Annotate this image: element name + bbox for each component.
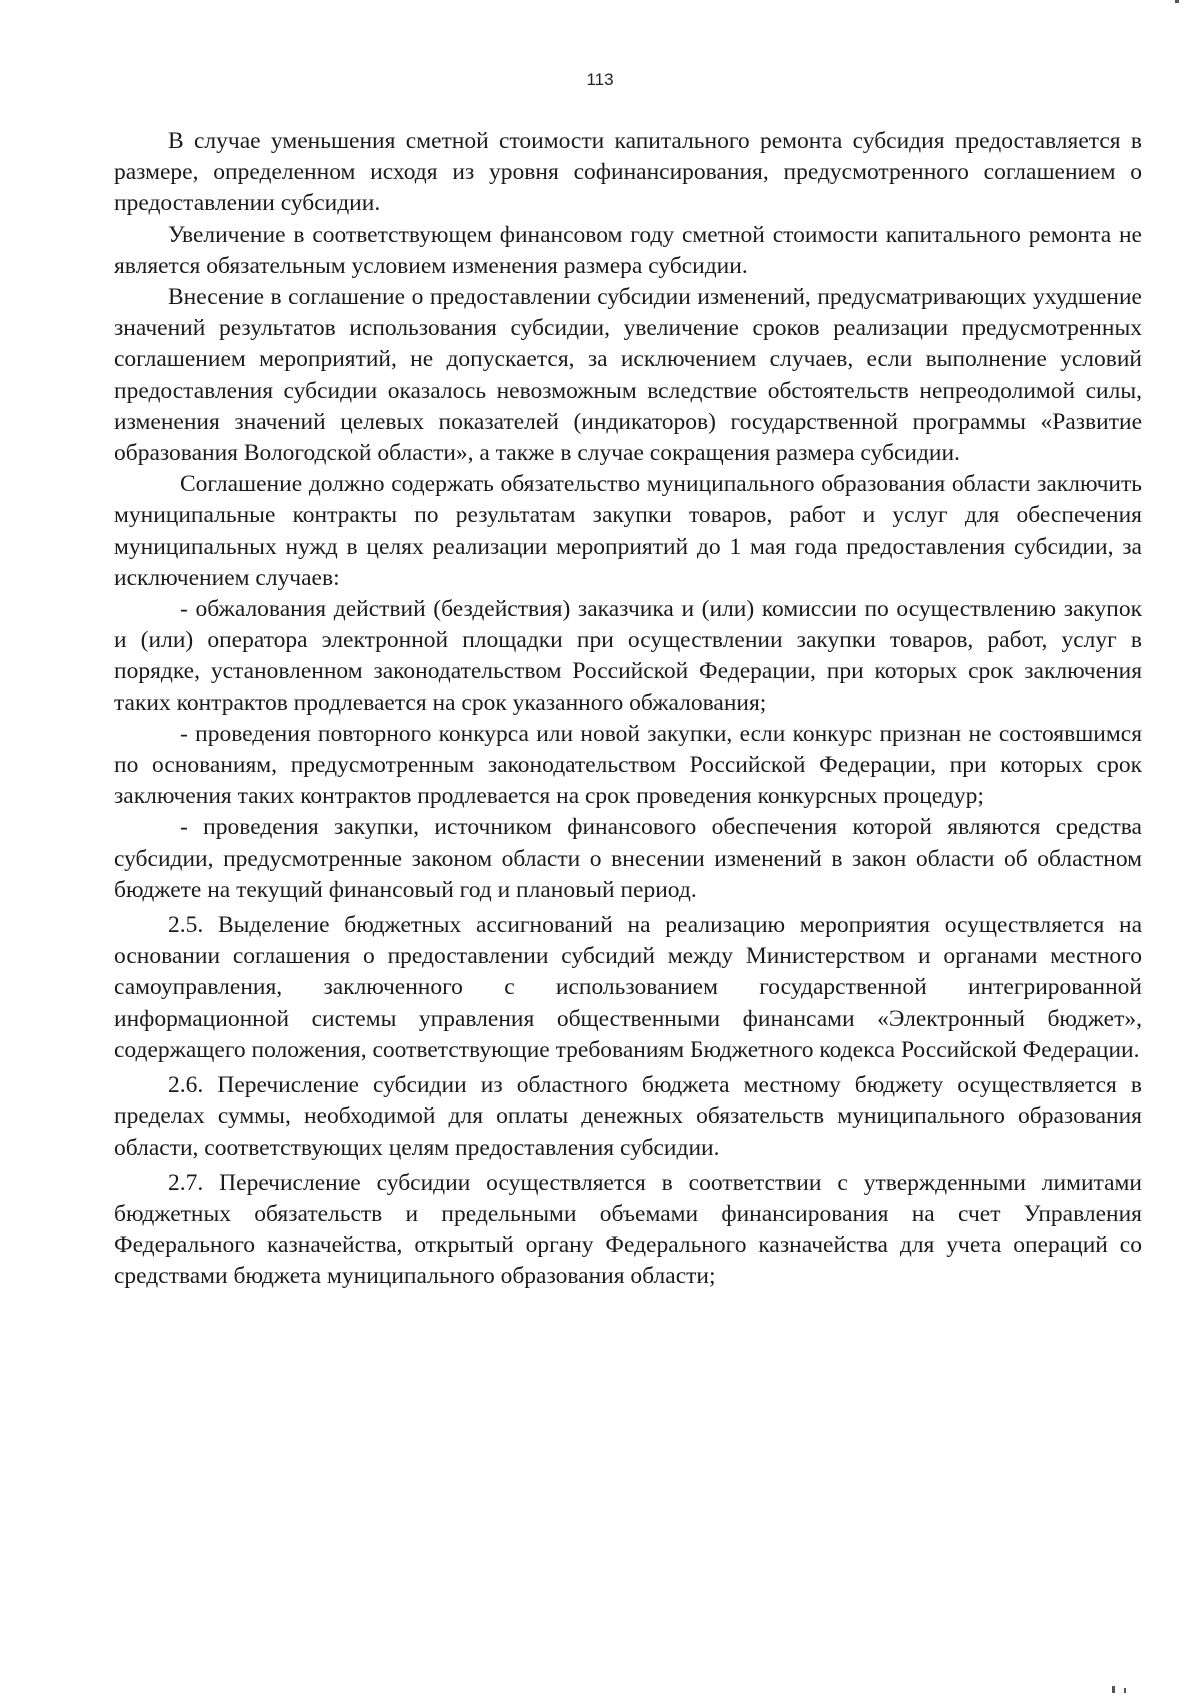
scan-artifact-bottom-right [1112, 1686, 1115, 1693]
list-item-repeat-tender: - проведения повторного конкурса или новой закупки, если конкурс признан не состоявшимся по основаниям, предусмотренным законодательством Российской Федерации, при которых срок заключения таких контрактов продлевается на срок проведения конкурсных процедур; [114, 720, 1142, 810]
section-2-6: 2.6. Перечисление субсидии из областного бюджета местному бюджету осуществляется в пределах суммы, необходимой для оплаты денежных обязательств муниципального образования области, соответствующих целям предоставления субсидии. [114, 1072, 1142, 1161]
scan-artifact-bottom-right-2 [1124, 1688, 1126, 1693]
list-item-procurement: - проведения закупки, источником финансового обеспечения которой являются средства субсидии, предусмотренные законом области о внесении изменений в закон области об областном бюджете на текущий финансовый год и плановый период. [114, 814, 1142, 903]
paragraph-agreement-obligation: Соглашение должно содержать обязательство муниципального образования области заключить муниципальные контракты по результатам закупки товаров, работ и услуг для обеспечения муниципальных нужд в целях реализации мероприятий до 1 мая года предоставления субсидии, за исключением случаев: [114, 471, 1142, 591]
section-2-7: 2.7. Перечисление субсидии осуществляется в соответствии с утвержденными лимитами бюджетных обязательств и предельными объемами финансирования на счет Управления Федерального казначейства, открытый органу Федерального казначейства для учета операций со средствами бюджета муниципального образования области; [114, 1169, 1142, 1290]
paragraph-estimate-reduction: В случае уменьшения сметной стоимости капитального ремонта субсидия предоставляется в размере, определенном исходя из уровня софинансирования, предусмотренного соглашением о предоставлении субсидии. [114, 128, 1142, 217]
list-item-appeal: - обжалования действий (бездействия) заказчика и (или) комиссии по осуществлению закупок и (или) оператора электронной площадки при осуществлении закупки товаров, работ, услуг в порядке, установленном законодательством Российской Федерации, при которых срок заключения таких контрактов продлевается на срок указанного обжалования; [114, 596, 1142, 716]
scan-artifact-top-right [1175, 0, 1179, 3]
paragraph-estimate-increase: Увеличение в соответствующем финансовом году сметной стоимости капитального ремонта не является обязательным условием изменения размера субсидии. [114, 221, 1142, 279]
section-2-5: 2.5. Выделение бюджетных ассигнований на реализацию мероприятия осуществляется на основании соглашения о предоставлении субсидий между Министерством и органами местного самоуправления, заключенного с использованием государственной интегрированной информационной системы управления общественными финансами «Электронный бюджет», содержащего положения, соответствующие требованиям Бюджетного кодекса Российской Федерации. [114, 912, 1142, 1063]
paragraph-agreement-changes: Внесение в соглашение о предоставлении субсидии изменений, предусматривающих ухудшение значений результатов использования субсидии, увеличение сроков реализации предусмотренных соглашением мероприятий, не допускается, за исключением случаев, если выполнение условий предоставления субсидии оказалось невозможным вследствие обстоятельств непреодолимой силы, изменения значений целевых показателей (индикаторов) государственной программы «Развитие образования Вологодской области», а также в случае сокращения размера субсидии. [114, 284, 1142, 467]
document-body [114, 126, 1142, 1293]
page-number: 113 [586, 70, 614, 89]
